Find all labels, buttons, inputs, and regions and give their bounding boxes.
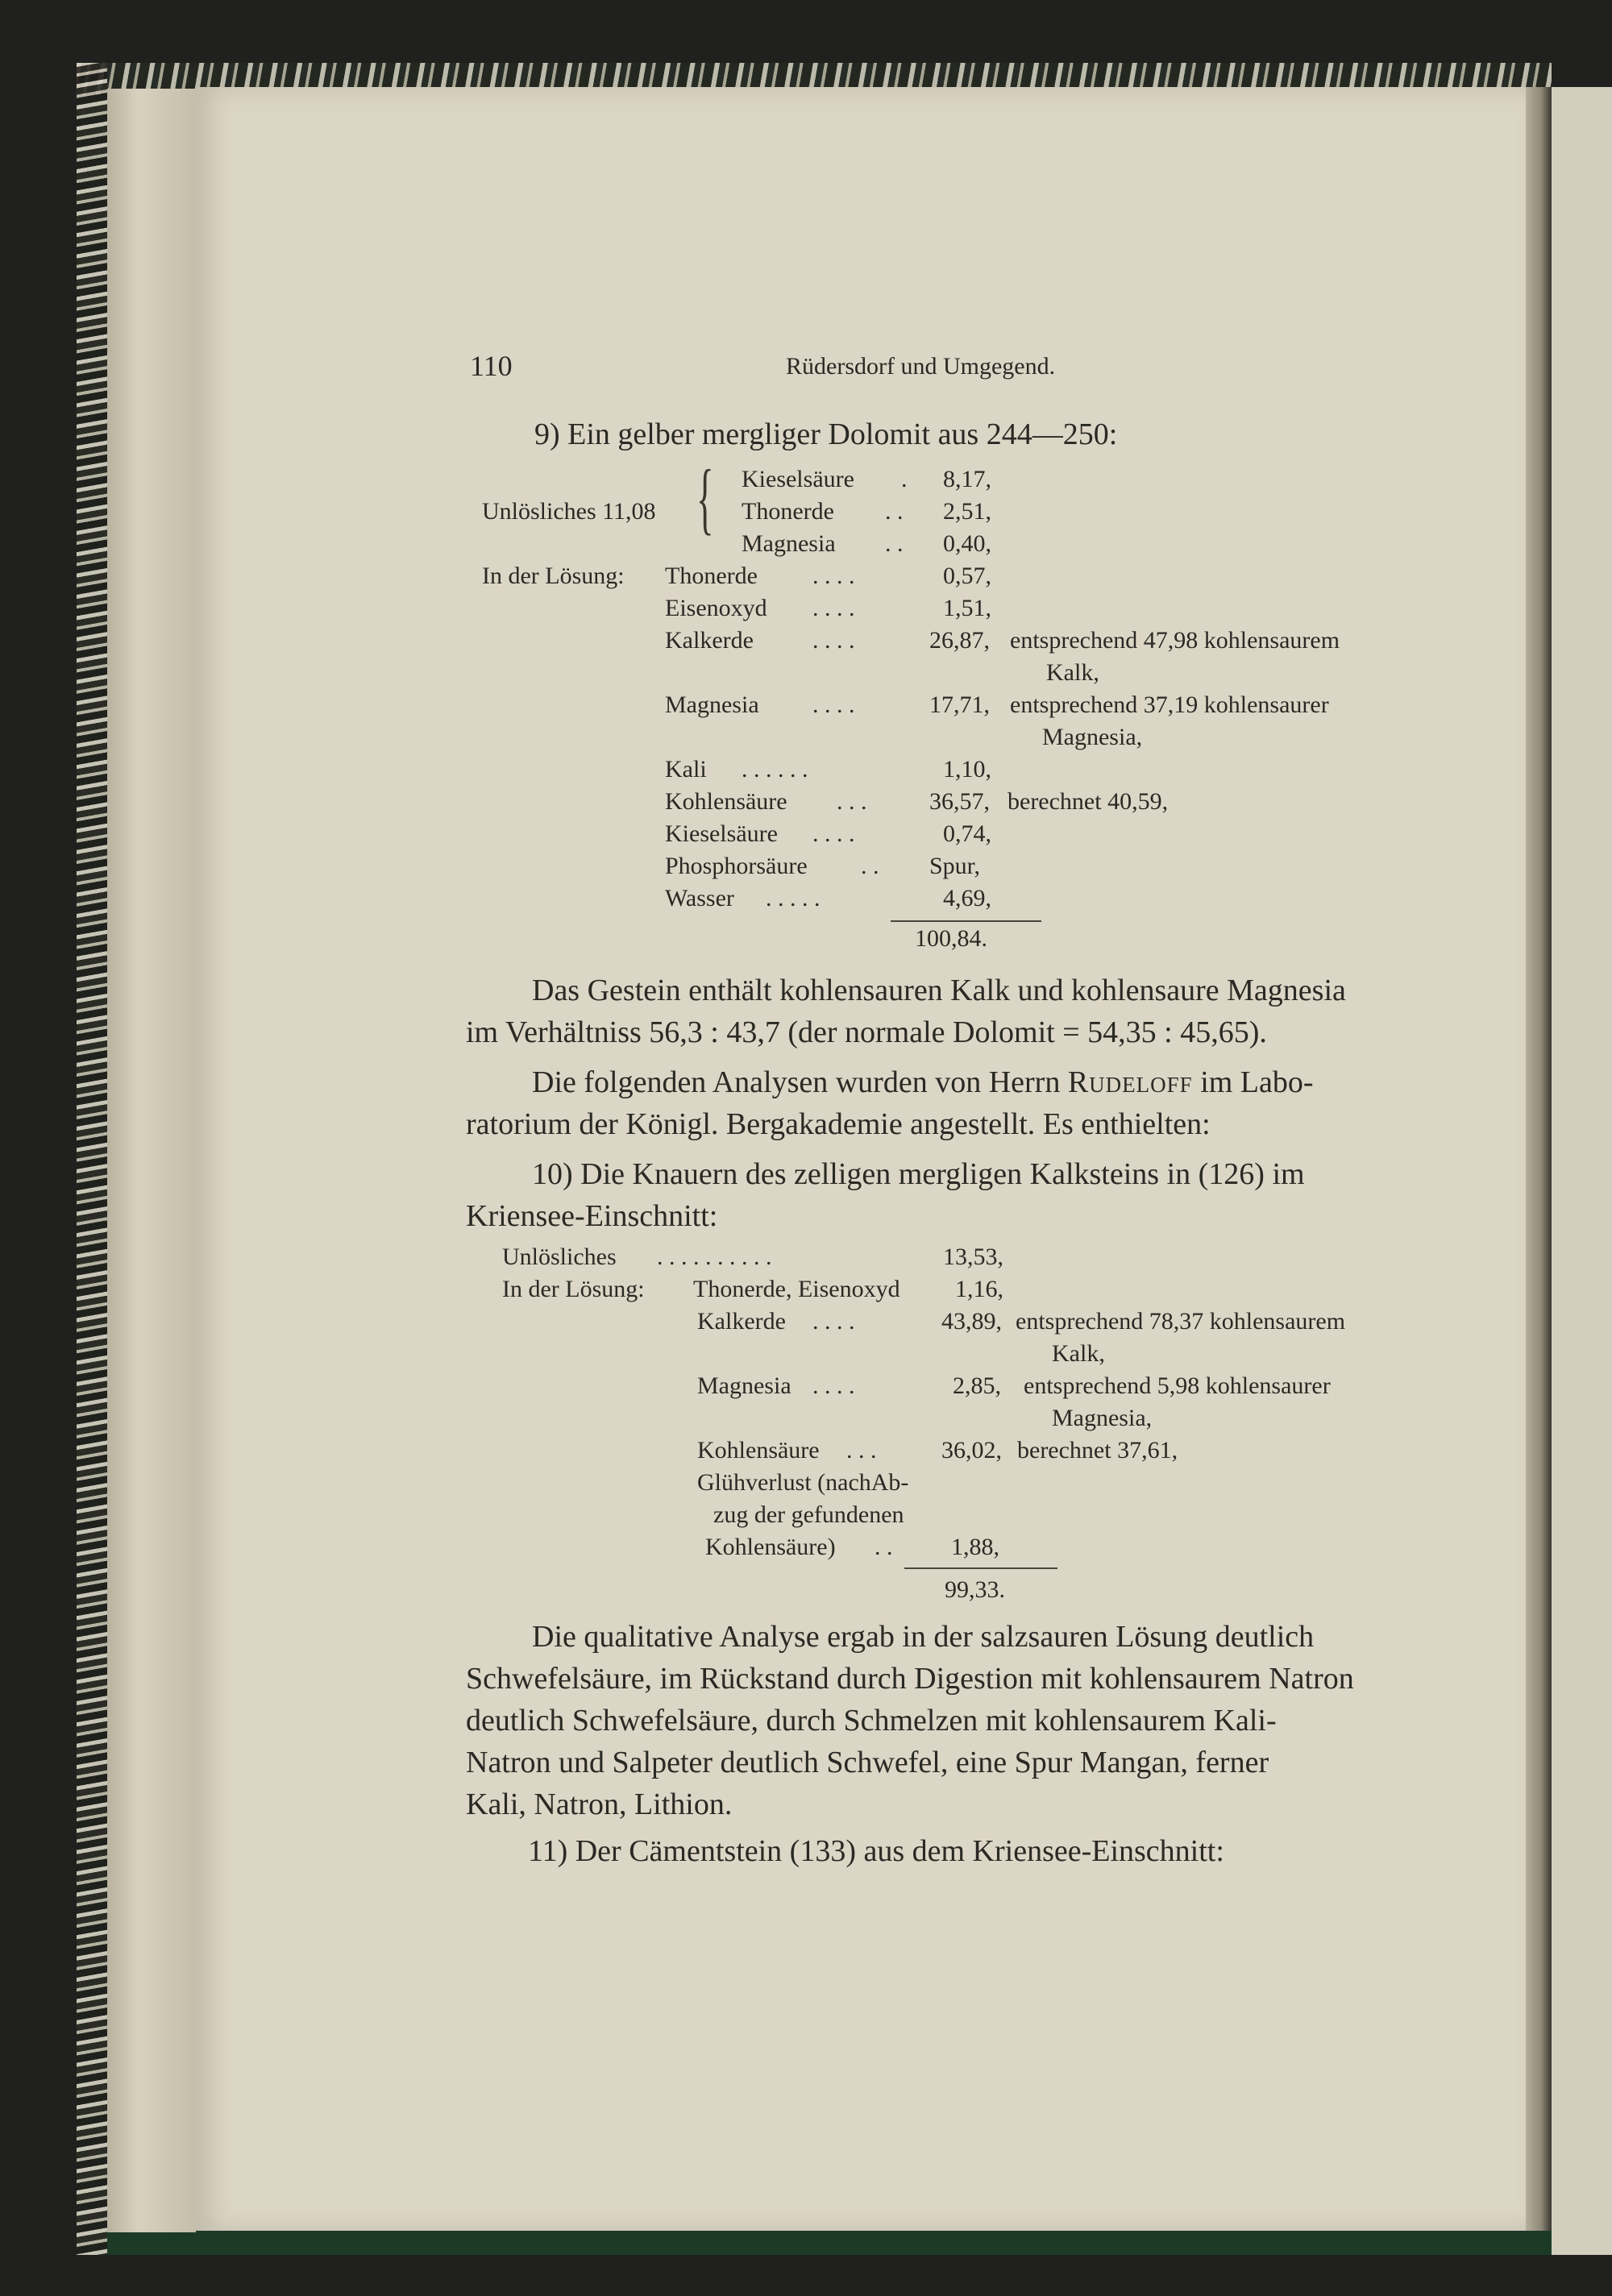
paragraph-2-line-1-end: im Labo-	[1200, 1065, 1314, 1099]
s9-insoluble-label-0: Kieselsäure	[742, 466, 854, 492]
s10-row-note2-1: Kalk,	[1052, 1340, 1105, 1367]
s9-insoluble-value-1: 2,51,	[943, 498, 991, 525]
facing-page-edge	[1552, 87, 1612, 2255]
running-title: Rüdersdorf und Umgegend.	[786, 353, 1056, 380]
s10-row-value-1: 43,89,	[941, 1308, 1002, 1335]
s9-row-dots-6: . . . .	[812, 820, 855, 847]
s9-row-dots-1: . . . .	[812, 595, 855, 621]
s9-row-note-2: entsprechend 47,98 kohlensaurem	[1010, 627, 1340, 654]
s9-insoluble-label-1: Thonerde	[742, 498, 834, 525]
s9-row-note2-2: Kalk,	[1046, 659, 1099, 686]
s10-row-dots-1: . . . .	[812, 1308, 855, 1335]
s10-row-note-3: berechnet 37,61,	[1017, 1437, 1178, 1464]
s10-solution-label: In der Lösung:	[502, 1276, 645, 1302]
section-10-heading-line-1: 10) Die Knauern des zelligen mergligen Kalksteins in (126) im	[532, 1157, 1305, 1191]
brace: {	[696, 453, 714, 542]
paragraph-3-line-4: Natron und Salpeter deutlich Schwefel, eine Spur Mangan, ferner	[466, 1746, 1269, 1779]
s10-row-label-2: Magnesia	[697, 1372, 791, 1399]
s9-row-value-2: 26,87,	[929, 627, 990, 654]
s9-sum-rule	[891, 920, 1041, 922]
s9-row-value-6: 0,74,	[943, 820, 991, 847]
s10-row-value-3: 36,02,	[941, 1437, 1002, 1464]
s10-gluh-value: 1,88,	[951, 1534, 999, 1560]
paragraph-1-line-2: im Verhältniss 56,3 : 43,7 (der normale Dolomit = 54,35 : 45,65).	[466, 1015, 1267, 1049]
s9-row-dots-0: . . . .	[812, 563, 855, 589]
s9-row-label-2: Kalkerde	[665, 627, 754, 654]
s10-gluh-line-2: zug der gefundenen	[713, 1501, 904, 1528]
s9-row-note-3: entsprechend 37,19 kohlensaurer	[1010, 691, 1329, 718]
paragraph-3-line-3: deutlich Schwefelsäure, durch Schmelzen mit kohlensaurem Kali-	[466, 1704, 1277, 1738]
s10-row-label-0: Thonerde, Eisenoxyd	[693, 1276, 900, 1302]
s9-insoluble-label-2: Magnesia	[742, 530, 836, 557]
s9-row-label-3: Magnesia	[665, 691, 759, 718]
s10-row-label-1: Kalkerde	[697, 1308, 786, 1335]
s10-gluh-line-1: Glühverlust (nachAb-	[697, 1469, 909, 1496]
paragraph-2-line-2: ratorium der Königl. Bergakademie angestellt. Es enthielten:	[466, 1107, 1211, 1141]
s10-row-note2-2: Magnesia,	[1052, 1405, 1153, 1431]
s9-row-label-7: Phosphorsäure	[665, 853, 808, 879]
s9-row-dots-7: . .	[861, 853, 879, 879]
s9-insoluble-value-2: 0,40,	[943, 530, 991, 557]
s9-row-value-4: 1,10,	[943, 756, 991, 783]
s10-insoluble-dots: . . . . . . . . . .	[657, 1243, 772, 1270]
s9-row-dots-2: . . . .	[812, 627, 855, 654]
s9-row-label-5: Kohlensäure	[665, 788, 787, 815]
s9-row-label-0: Thonerde	[665, 563, 758, 589]
s9-row-dots-3: . . . .	[812, 691, 855, 718]
author-name: Rudeloff	[1067, 1065, 1193, 1099]
paragraph-2-line-1	[532, 1067, 1314, 1098]
paragraph-3-line-2: Schwefelsäure, im Rückstand durch Digestion mit kohlensaurem Natron	[466, 1662, 1354, 1696]
s9-row-label-6: Kieselsäure	[665, 820, 778, 847]
s10-row-value-0: 1,16,	[955, 1276, 1003, 1302]
s9-insoluble-dots-1: . .	[885, 498, 904, 525]
marbled-cover-left	[77, 63, 107, 2255]
s10-row-dots-3: . . .	[846, 1437, 877, 1464]
section-9-heading: 9) Ein gelber mergliger Dolomit aus 244—250:	[534, 417, 1118, 451]
section-10-heading-line-2: Kriensee-Einschnitt:	[466, 1199, 718, 1233]
s9-row-value-5: 36,57,	[929, 788, 990, 815]
s9-row-value-1: 1,51,	[943, 595, 991, 621]
s9-solution-label: In der Lösung:	[482, 563, 625, 589]
s10-row-note-2: entsprechend 5,98 kohlensaurer	[1024, 1372, 1331, 1399]
s9-row-note2-3: Magnesia,	[1042, 724, 1143, 750]
s9-row-dots-5: . . .	[837, 788, 867, 815]
s10-total: 99,33.	[945, 1576, 1005, 1603]
s9-row-label-1: Eisenoxyd	[665, 595, 767, 621]
s9-row-label-4: Kali	[665, 756, 707, 783]
s10-row-value-2: 2,85,	[953, 1372, 1001, 1399]
s9-row-note-5: berechnet 40,59,	[1008, 788, 1169, 815]
s10-row-label-3: Kohlensäure	[697, 1437, 820, 1464]
s10-row-note-1: entsprechend 78,37 kohlensaurem	[1016, 1308, 1346, 1335]
s10-insoluble-label: Unlösliches	[502, 1243, 617, 1270]
section-11-heading: 11) Der Cämentstein (133) aus dem Kriensee-Einschnitt:	[528, 1834, 1224, 1868]
s9-row-value-7: Spur,	[929, 853, 980, 879]
paragraph-3-line-1: Die qualitative Analyse ergab in der salzsauren Lösung deutlich	[532, 1620, 1315, 1654]
page-stack-edge	[107, 89, 196, 2232]
s9-insoluble-dots-0: .	[901, 466, 908, 492]
s9-row-label-8: Wasser	[665, 885, 734, 911]
s10-gluh-line-3: Kohlensäure)	[705, 1534, 836, 1560]
s9-row-value-8: 4,69,	[943, 885, 991, 911]
s9-insoluble-dots-2: . .	[885, 530, 904, 557]
paragraph-1-line-1: Das Gestein enthält kohlensauren Kalk und kohlensaure Magnesia	[532, 974, 1346, 1007]
paragraph-3-line-5: Kali, Natron, Lithion.	[466, 1787, 733, 1821]
s9-total: 100,84.	[915, 925, 987, 952]
s10-sum-rule	[904, 1567, 1057, 1569]
s9-row-dots-4: . . . . . .	[742, 756, 808, 783]
s10-row-dots-2: . . . .	[812, 1372, 855, 1399]
s10-gluh-dots: . .	[875, 1534, 893, 1560]
s9-row-value-0: 0,57,	[943, 563, 991, 589]
s10-insoluble-value: 13,53,	[943, 1243, 1003, 1270]
page-number: 110	[470, 350, 513, 382]
gutter-shadow	[1526, 87, 1552, 2231]
s9-row-dots-8: . . . . .	[766, 885, 821, 911]
paragraph-2-line-1-start: Die folgenden Analysen wurden von Herrn	[532, 1065, 1061, 1099]
s9-insoluble-value-0: 8,17,	[943, 466, 991, 492]
s9-row-value-3: 17,71,	[929, 691, 990, 718]
insoluble-group-label: Unlösliches 11,08	[482, 498, 656, 525]
